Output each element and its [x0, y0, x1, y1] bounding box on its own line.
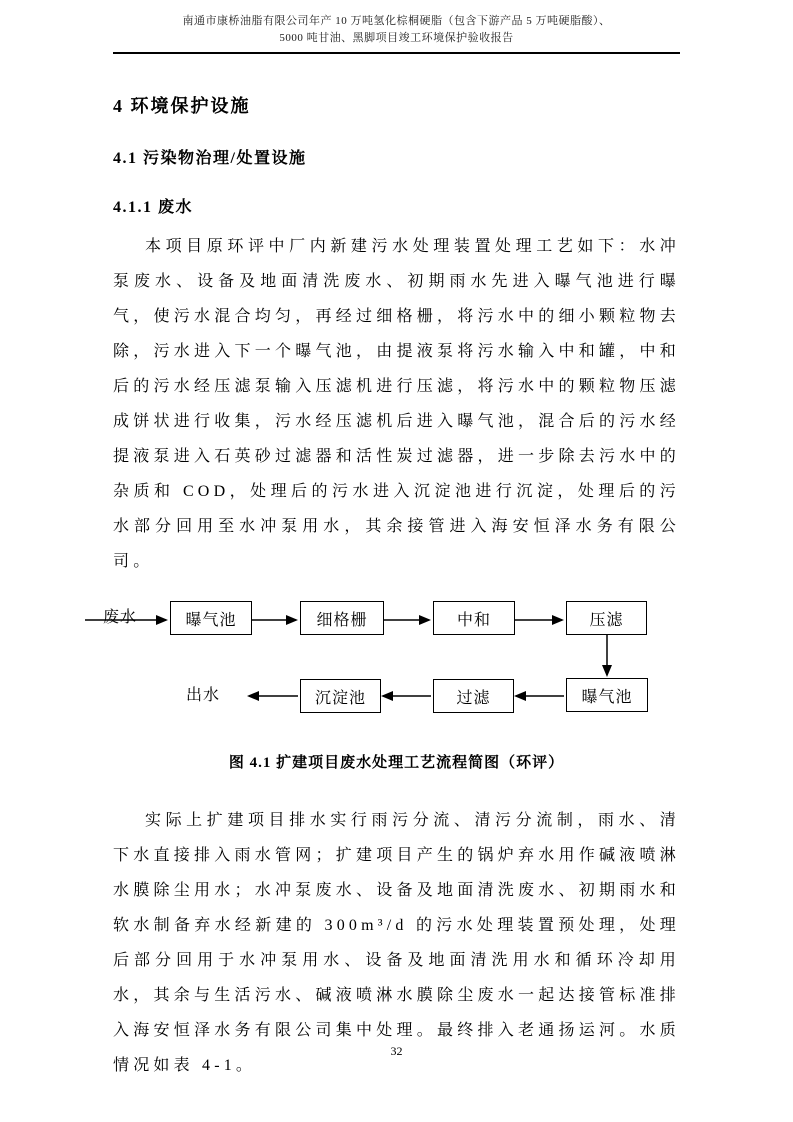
section-heading: 4 环境保护设施 — [113, 96, 251, 116]
flow-output-label: 出水 — [186, 687, 221, 704]
flow-box-filter-press: 压滤 — [566, 601, 647, 635]
flow-input-label: 废水 — [103, 609, 138, 626]
page-number: 32 — [390, 1044, 403, 1058]
flow-box-aeration-tank-2: 曝气池 — [566, 678, 648, 712]
figure-wastewater-flowchart — [0, 593, 793, 772]
flow-box-aeration-tank-1: 曝气池 — [170, 601, 252, 635]
figure-caption: 图 4.1 扩建项目废水处理工艺流程简图（环评） — [228, 755, 565, 771]
flow-box-sedimentation: 沉淀池 — [300, 679, 381, 713]
flow-box-filtration: 过滤 — [433, 679, 514, 713]
page-header — [113, 0, 680, 54]
paragraph-process-description: 本项目原环评中厂内新建污水处理装置处理工艺如下：水冲泵废水、设备及地面清洗废水、初期雨水先进入曝气池进行曝气，使污水混合均匀，再经过细格栅，将污水中的细小颗粒物去除，污水进入下一个曝气池，由提液泵将污水输入中和罐，中和后的污水经压滤泵输入压滤机进行压滤，将污水中的颗粒物压滤成饼状进行收集，污水经压滤机后进入曝气池，混合后的污水经提液泵进入石英砂过滤器和活性炭过滤器，进一步除去污水中的杂质和 COD，处理后的污水进入沉淀池进行沉淀，处理后的污水部分回用至水冲泵用水，其余接管进入海安恒泽水务有限公司。 — [113, 238, 680, 570]
subsubsection-heading: 4.1.1 废水 — [113, 199, 194, 216]
paragraph-actual-drainage: 实际上扩建项目排水实行雨污分流、清污分流制，雨水、清下水直接排入雨水管网；扩建项目产生的锅炉弃水用作碱液喷淋水膜除尘用水；水冲泵废水、设备及地面清洗废水、初期雨水和软水制备弃水经新建的 300m³/d 的污水处理装置预处理，处理后部分回用于水冲泵用水、设备及地面清洗用水和循环冷却用水，其余与生活污水、碱液喷淋水膜除尘废水一起达接管标准排入海安恒泽水务有限公司集中处理。最终排入老通扬运河。水质情况如表 4-1。 — [113, 812, 680, 1074]
flow-box-neutralization: 中和 — [433, 601, 515, 635]
header-line-1: 南通市康桥油脂有限公司年产 10 万吨氢化棕桐硬脂（包含下游产品 5 万吨硬脂酸）、 — [182, 15, 611, 27]
flow-box-fine-screen: 细格栅 — [300, 601, 384, 635]
flow-diagram — [0, 593, 793, 728]
header-line-2: 5000 吨甘油、黑脚项目竣工环境保护验收报告 — [279, 32, 514, 44]
subsection-heading: 4.1 污染物治理/处置设施 — [113, 150, 307, 167]
